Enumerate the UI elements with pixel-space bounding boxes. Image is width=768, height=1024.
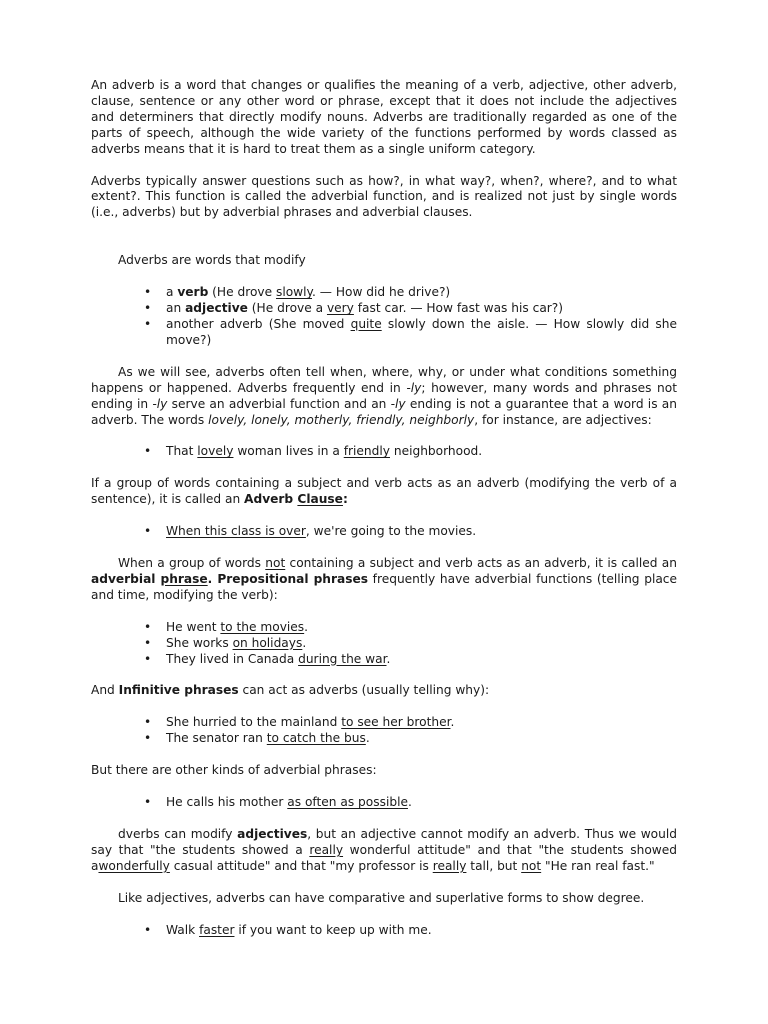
list-item: • He calls his mother as often as possible.: [91, 795, 677, 811]
paragraph-definition: An adverb is a word that changes or qualifies the meaning of a verb, adjective, other adverb, clause, sentence or any other word or phrase, except that it does not include the adjectives and determiners that directly modify nouns. Adverbs are traditionally regarded as one of the parts of speech, although the wide variety of the functions performed by words classed as adverbs means that it is hard to treat them as a single uniform category.: [91, 78, 677, 156]
paragraph-infinitive: And Infinitive phrases can act as adverbs (usually telling why):: [91, 683, 490, 698]
list-example-degree: [91, 923, 677, 939]
list-example-other: [91, 795, 677, 811]
paragraph-ly-ending: As we will see, adverbs often tell when, where, why, or under what conditions something happens or happened. Adverbs frequently end in -ly; however, many words and phrases not ending in -ly serve an adverbial function and an -ly ending is not a guarantee that a word is an adverb. The words lovely, lonely, motherly, friendly, neighborly, for instance, are adjectives:: [91, 364, 677, 427]
paragraph-adverbial-phrase: When a group of words not containing a subject and verb acts as an adverb, it is called an adverbial phrase. Prepositional phrases frequently have adverbial functions (telling place and time, modifying the verb):: [91, 556, 677, 602]
paragraph-function: Adverbs typically answer questions such as how?, in what way?, when?, where?, and to what extent?. This function is called the adverbial function, and is realized not just by single words (i.e., adverbs) but by adverbial phrases and adverbial clauses.: [91, 173, 677, 220]
list-item: • That lovely woman lives in a friendly neighborhood.: [91, 444, 677, 460]
list-item: • She hurried to the mainland to see her brother.: [91, 715, 677, 731]
paragraph-modify-adjectives: dverbs can modify adjectives, but an adjective cannot modify an adverb. Thus we would say that "the students showed a really wonderful attitude" and that "the students showed awonderfully casual attitude" and that "my professor is really tall, but not "He ran real fast.": [91, 827, 677, 873]
list-item: • another adverb (She moved quite slowly down the aisle. — How slowly did she move?): [91, 317, 677, 349]
paragraph-modify-intro: Adverbs are words that modify: [118, 253, 306, 268]
paragraph-degree: Like adjectives, adverbs can have comparative and superlative forms to show degree.: [118, 890, 645, 905]
list-modify: [91, 285, 677, 349]
list-item: • an adjective (He drove a very fast car. — How fast was his car?): [91, 301, 677, 317]
paragraph-other-kinds: But there are other kinds of adverbial phrases:: [91, 763, 377, 778]
list-example-clause: [91, 524, 677, 540]
paragraph-adverb-clause: If a group of words containing a subject and verb acts as an adverb (modifying the verb of a sentence), it is called an Adverb Clause:: [91, 476, 677, 507]
list-infinitive-phrases: [91, 715, 677, 747]
list-example-adjectives: [91, 444, 677, 460]
list-item: • a verb (He drove slowly. — How did he drive?): [91, 285, 677, 301]
list-item: • Walk faster if you want to keep up with me.: [91, 923, 677, 939]
list-item: • She works on holidays.: [91, 636, 677, 652]
list-item: • The senator ran to catch the bus.: [91, 731, 677, 747]
list-item: • When this class is over, we're going to the movies.: [91, 524, 677, 540]
list-item: • He went to the movies.: [91, 620, 677, 636]
list-prepositional-phrases: [91, 620, 677, 668]
list-item: • They lived in Canada during the war.: [91, 652, 677, 668]
